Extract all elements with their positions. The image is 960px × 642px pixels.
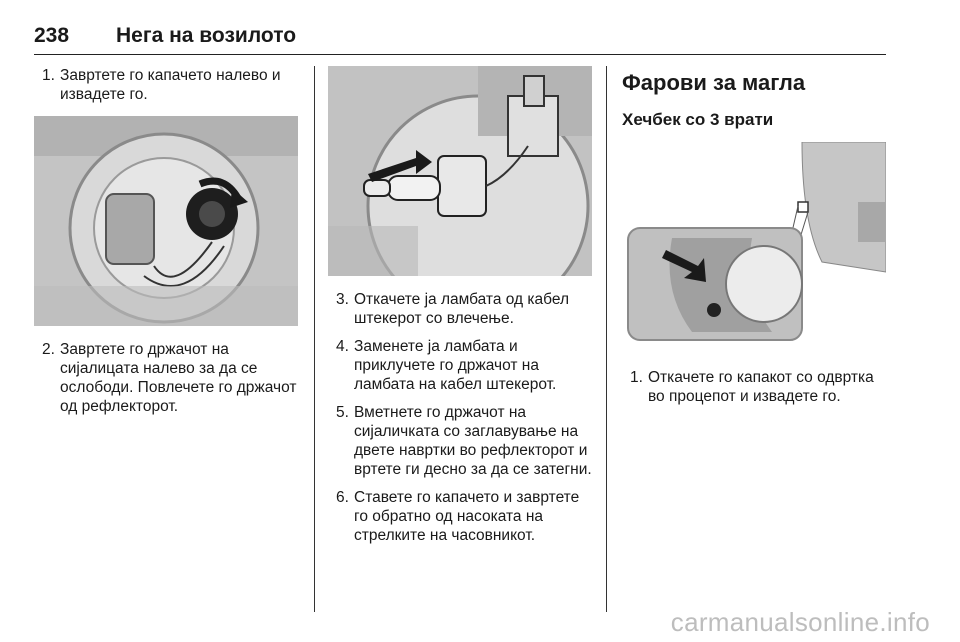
headlamp-cap-illustration [34, 116, 298, 326]
watermark: carmanualsonline.info [670, 607, 930, 637]
page-header [34, 24, 886, 55]
figure-fog-lamp [622, 142, 886, 352]
step-text: Вметнете го држачот на сијаличката со заглавување на двете навртки во рефлекторот и вртете ги десно за да се затегни. [354, 404, 592, 478]
step-text: Завртете го капачето налево и извадете го. [60, 67, 281, 103]
step-number: 5. [336, 404, 349, 421]
step-1 [622, 368, 886, 406]
section-heading: Фарови за магла [622, 70, 806, 95]
step-5 [328, 403, 594, 479]
column-1 [34, 66, 302, 416]
step-number: 3. [336, 291, 349, 308]
step-text: Завртете го држачот на сијалицата налево за да се ослободи. Повлечете го држачот од рефлекторот. [60, 341, 297, 415]
step-text: Откачете ја ламбата од кабел штекерот со влечење. [354, 291, 569, 327]
figure-headlamp-cap [34, 116, 298, 326]
page-title: Нега на возилото [116, 24, 297, 47]
page-number: 238 [34, 24, 70, 47]
step-1 [34, 66, 302, 104]
column-3 [622, 66, 886, 406]
steps-list [328, 290, 594, 545]
step-3 [328, 290, 594, 328]
section-subheading: Хечбек со 3 врати [622, 110, 774, 129]
step-number: 1. [42, 67, 55, 84]
step-number: 4. [336, 338, 349, 355]
figure-bulb-removal [328, 66, 592, 276]
step-text: Ставете го капачето и завртете го обратно од насоката на стрелките на часовникот. [354, 489, 580, 544]
step-6 [328, 488, 594, 545]
step-text: Откачете го капакот со одвртка во процепот и извадете го. [648, 369, 874, 405]
column-2 [328, 66, 594, 545]
step-4 [328, 337, 594, 394]
step-2 [34, 340, 302, 416]
step-text: Заменете ја ламбата и приклучете го држачот на ламбата на кабел штекерот. [354, 338, 557, 393]
step-number: 2. [42, 341, 55, 358]
column-divider-2 [606, 66, 607, 612]
step-number: 1. [630, 369, 643, 386]
column-divider-1 [314, 66, 315, 612]
step-number: 6. [336, 489, 349, 506]
fog-lamp-illustration [622, 142, 886, 352]
bulb-removal-illustration [328, 66, 592, 276]
